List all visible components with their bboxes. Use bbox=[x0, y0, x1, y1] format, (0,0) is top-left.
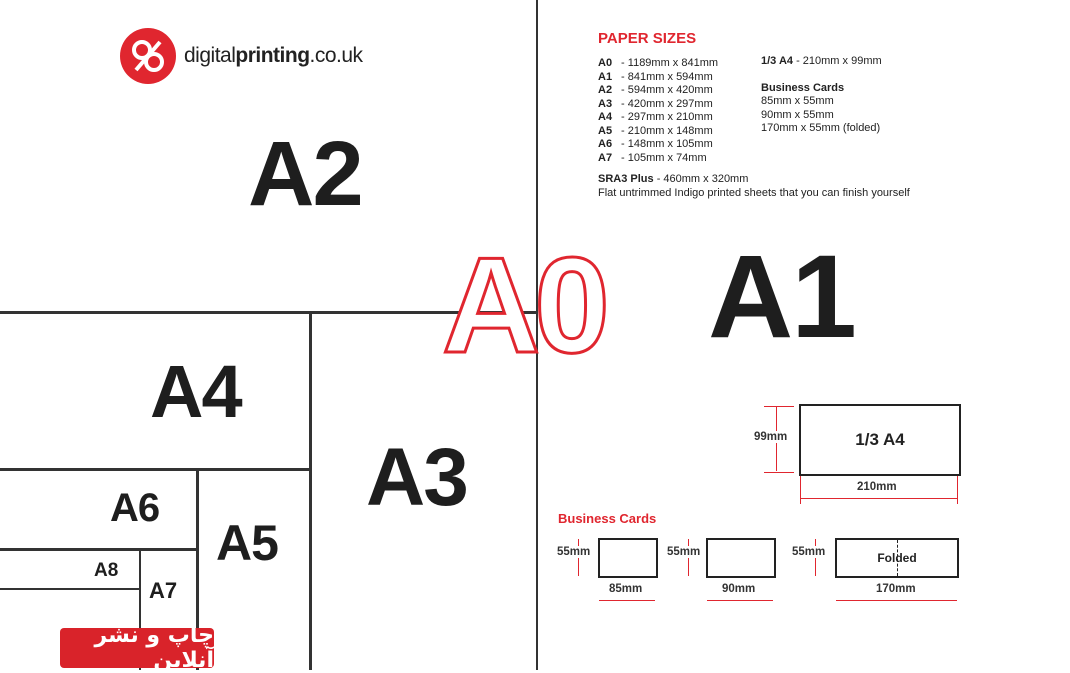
size-dims: - 841mm x 594mm bbox=[618, 70, 713, 83]
size-row bbox=[598, 138, 1058, 152]
business-cards-heading bbox=[761, 82, 882, 96]
third-a4-row bbox=[761, 55, 882, 69]
size-name: A6 bbox=[598, 138, 613, 150]
card-85-width-label: 85mm bbox=[609, 583, 643, 595]
business-cards-diagram-title: Business Cards bbox=[558, 511, 657, 526]
sheet-label-a6: A6 bbox=[110, 486, 160, 530]
size-dims: - 594mm x 420mm bbox=[618, 84, 713, 96]
size-dims: - 1189mm x 841mm bbox=[618, 57, 719, 69]
card-85-width-arrow bbox=[599, 600, 655, 601]
sheet-label-a5: A5 bbox=[216, 515, 278, 571]
card-90-box bbox=[706, 538, 776, 578]
size-name: A7 bbox=[598, 151, 613, 164]
size-dims: - 148mm x 105mm bbox=[618, 138, 713, 150]
third-a4-width-arrow bbox=[801, 498, 957, 499]
brand-logo[interactable] bbox=[120, 28, 363, 84]
logo-text-bold: printing bbox=[235, 44, 310, 67]
size-name: A5 bbox=[598, 124, 613, 137]
sheet-label-a0 bbox=[440, 240, 640, 360]
card-90-width-arrow bbox=[707, 600, 773, 601]
card-90-width-label: 90mm bbox=[722, 583, 756, 595]
a6-bottom-line bbox=[0, 548, 196, 551]
sheet-label-a3: A3 bbox=[366, 432, 467, 523]
third-a4-box bbox=[799, 404, 961, 476]
size-name: A0 bbox=[598, 57, 613, 69]
paper-sizes-panel bbox=[598, 30, 1058, 200]
right-column bbox=[761, 55, 882, 136]
size-name: A3 bbox=[598, 97, 613, 110]
logo-text-light: digital bbox=[184, 44, 236, 67]
third-a4-height-label: 99mm bbox=[754, 431, 788, 443]
watermark-badge-text: چاپ و نشر آنلاین bbox=[94, 623, 214, 673]
card-85-box bbox=[598, 538, 658, 578]
sheet-label-a4: A4 bbox=[150, 350, 241, 433]
third-a4-width-tick-right bbox=[957, 476, 958, 504]
business-cards-title: Business Cards bbox=[761, 81, 845, 94]
size-name: A1 bbox=[598, 70, 613, 83]
third-a4-width-label: 210mm bbox=[857, 481, 897, 493]
third-a4-width-tick-left bbox=[800, 476, 801, 504]
sra3-note: Flat untrimmed Indigo printed sheets that you can finish yourself bbox=[598, 186, 910, 199]
card-170-height-label: 55mm bbox=[792, 546, 826, 558]
card-85-height-label: 55mm bbox=[557, 546, 591, 558]
business-card-size: 85mm x 55mm bbox=[761, 95, 834, 107]
card-170-fold-line bbox=[897, 540, 898, 576]
sheet-label-a7: A7 bbox=[149, 578, 178, 603]
sra3-name: SRA3 Plus bbox=[598, 173, 654, 185]
sheet-label-a0-text: A0 bbox=[442, 240, 604, 360]
a8-bottom-line bbox=[0, 588, 139, 590]
sra3-dims: - 460mm x 320mm bbox=[653, 173, 749, 185]
size-dims: - 297mm x 210mm bbox=[618, 111, 713, 123]
third-a4-height-tick-bottom bbox=[764, 472, 794, 473]
third-a4-name: 1/3 A4 bbox=[761, 55, 794, 67]
card-170-width-label: 170mm bbox=[876, 583, 916, 595]
paper-sizes-title: PAPER SIZES bbox=[598, 30, 697, 47]
watermark-badge bbox=[60, 623, 214, 673]
third-a4-height-tick-top bbox=[764, 406, 794, 407]
card-90-height-label: 55mm bbox=[667, 546, 701, 558]
size-dims: - 105mm x 74mm bbox=[618, 151, 707, 164]
size-name: A2 bbox=[598, 84, 613, 96]
third-a4-dims: - 210mm x 99mm bbox=[793, 55, 882, 67]
card-170-folded-label: Folded bbox=[877, 551, 917, 565]
sra3-row bbox=[598, 173, 1058, 187]
a4-bottom-line bbox=[0, 468, 309, 471]
sheet-label-a1: A1 bbox=[708, 231, 855, 363]
logo-text bbox=[184, 44, 363, 68]
size-name: A4 bbox=[598, 111, 613, 123]
third-a4-box-label: 1/3 A4 bbox=[855, 430, 905, 449]
sra3-block bbox=[598, 173, 1058, 200]
a3-left-line bbox=[309, 314, 312, 670]
business-card-size: 170mm x 55mm (folded) bbox=[761, 122, 881, 134]
business-card-size: 90mm x 55mm bbox=[761, 108, 834, 121]
logo-mark-icon bbox=[120, 28, 176, 84]
sheet-label-a8: A8 bbox=[94, 560, 119, 581]
sheet-label-a2: A2 bbox=[248, 123, 362, 225]
size-dims: - 210mm x 148mm bbox=[618, 124, 713, 137]
logo-text-tld: .co.uk bbox=[309, 44, 363, 67]
card-170-width-arrow bbox=[836, 600, 957, 601]
size-row bbox=[598, 152, 1058, 166]
size-dims: - 420mm x 297mm bbox=[618, 97, 713, 110]
